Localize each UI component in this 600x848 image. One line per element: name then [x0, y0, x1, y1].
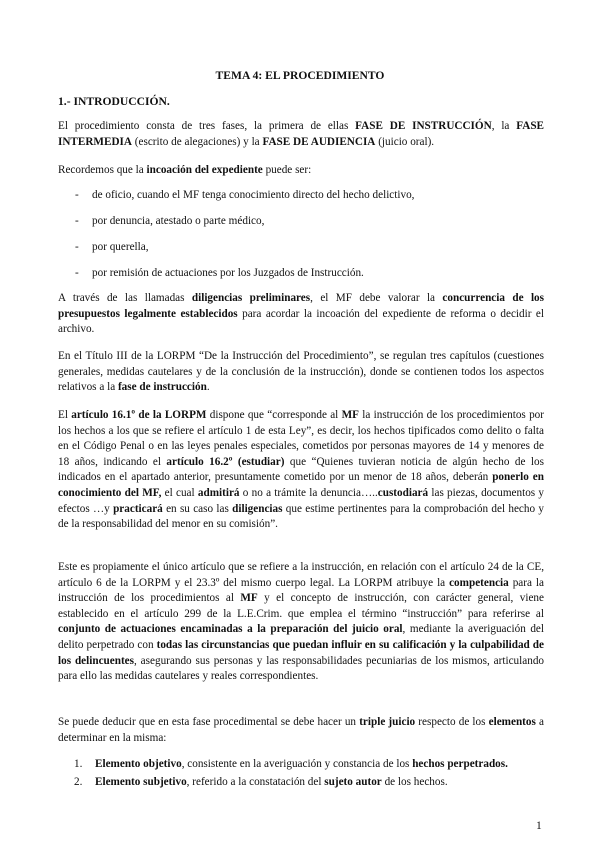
text-run: para la instrucción de los procedimientos al	[58, 576, 544, 605]
text-run: en su caso las	[162, 502, 233, 515]
bold-text: MF	[341, 409, 359, 421]
page-title: TEMA 4: EL PROCEDIMIENTO	[215, 69, 385, 82]
bold-text: fase de instrucción	[117, 381, 207, 394]
list-item: 2. Elemento subjetivo, referido a la constatación del sujeto autor de los hechos.	[74, 776, 448, 788]
text-run: A través de las llamadas	[58, 292, 192, 304]
bold-text: artículo 16.2º (estudiar)	[166, 455, 285, 468]
text-run: Recordemos que la	[58, 164, 147, 176]
text-run: , asegurando sus personas y las responsabilidades pecuniarias de los mismos, articulando para ello las medidas cautelares y reales correspondientes.	[58, 654, 545, 683]
dash-marker: -	[75, 267, 79, 279]
text-run: que estime pertinentes para la comprobación del hecho y de la responsabilidad del menor en su comisión”.	[58, 502, 544, 531]
text-run: El procedimiento consta de tres fases, la primera de ellas	[58, 120, 356, 132]
paragraph-triple-juicio	[58, 715, 544, 746]
text-run: de los hechos.	[381, 776, 448, 788]
bold-text: competencia	[449, 576, 509, 589]
text-run: dispone que “corresponde al	[206, 409, 342, 421]
bold-text: custodiará	[377, 486, 429, 499]
text-run: la instrucción de los procedimientos por los hechos a los que se refiere el artículo 1 de esta Ley”, es decir, los hechos tipificados como delito o falta en el Código Penal o en las leyes penales especiales, cometidos por personas mayores de 14 y menores de 18 años, indicando el	[58, 409, 544, 468]
dash-marker: -	[75, 215, 79, 227]
text-run: a determinar en la misma:	[58, 716, 544, 744]
bold-text: FASE INTERMEDIA	[58, 120, 545, 148]
list-item: 1. Elemento objetivo, consistente en la averiguación y constancia de los hechos perpetrados.	[74, 758, 508, 770]
incoacion-list	[58, 188, 544, 292]
bold-text: conjunto de actuaciones encaminadas a la preparación del juicio oral	[58, 623, 403, 636]
text-run: El	[58, 409, 72, 421]
list-item: - por denuncia, atestado o parte médico,	[58, 214, 544, 240]
bold-text: diligencias	[232, 502, 283, 515]
paragraph-competencia	[58, 560, 544, 685]
text-run: , consistente en la averiguación y constancia de los	[181, 758, 413, 770]
bold-text: diligencias preliminares	[191, 292, 311, 304]
text-run: el cual	[161, 486, 198, 499]
text-run: (juicio oral).	[375, 135, 435, 148]
paragraph-articulo-16	[58, 408, 544, 533]
bold-text: elementos	[488, 716, 536, 728]
text-run: que “Quienes tuvieran noticia de algún hecho de los indicados en el apartado anterior, presuntamente cometido por un menor de 18 años, deberán	[58, 455, 544, 484]
bold-text: Elemento objetivo	[95, 758, 182, 770]
text-run: En el Título III de la LORPM “De la Instrucción del Procedimiento”, se regulan tres capítulos (cuestiones generales, medidas cautelares y de la conclusión de la instrucción), donde se contienen todos los aspectos relativos a la	[58, 350, 544, 394]
bold-text: ponerlo en conocimiento del MF,	[58, 471, 544, 499]
bold-text: triple juicio	[359, 716, 416, 728]
text-run: y el concepto de instrucción, con carácter general, viene establecido en el artículo 299 de la L.E.Crim. que emplea el término “instrucción” para referirse al	[58, 592, 544, 620]
bold-text: todas las circunstancias que puedan influir en su calificación y la culpabilidad de los delincuentes	[58, 638, 544, 667]
text-run: Este es propiamente el único artículo que se refiere a la instrucción, en relación con el artículo 24 de la CE, artículo 6 de la LORPM y el 23.3º del mismo cuerpo legal. La LORPM atribuye la	[58, 561, 544, 589]
text-run: .	[206, 381, 210, 394]
paragraph-phases	[58, 119, 544, 150]
bold-text: FASE DE INSTRUCCIÓN	[355, 120, 492, 132]
dash-marker: -	[75, 241, 79, 253]
bold-text: Elemento subjetivo	[95, 776, 187, 788]
text-run: , el MF debe valorar la	[310, 292, 443, 304]
bold-text: admitirá	[197, 486, 240, 499]
bold-text: practicará	[113, 502, 163, 515]
text-run: (escrito de alegaciones) y la	[131, 135, 263, 148]
bold-text: hechos perpetrados.	[412, 758, 508, 770]
text-run: puede ser:	[262, 164, 312, 176]
bold-text: concurrencia de los presupuestos legalmente establecidos	[58, 292, 545, 320]
section-heading: 1.- INTRODUCCIÓN.	[58, 95, 170, 108]
text-run: , mediante la averiguación del delito perpetrado con	[58, 623, 544, 651]
text-run: o no a trámite la denuncia…..	[239, 486, 378, 499]
text-run: para acordar la incoación del expediente de reforma o decidir el archivo.	[58, 307, 544, 336]
elements-list	[58, 757, 544, 793]
text-run: Se puede deducir que en esta fase procedimental se debe hacer un	[58, 716, 360, 728]
list-item: - por querella,	[58, 240, 544, 266]
page-number: 1	[536, 819, 542, 832]
text-run: , la	[491, 120, 517, 132]
paragraph-diligencias	[58, 291, 544, 338]
list-item: - por remisión de actuaciones por los Juzgados de Instrucción.	[58, 266, 544, 292]
text-run: las piezas, documentos y efectos …y	[58, 486, 544, 515]
list-item: - de oficio, cuando el MF tenga conocimiento directo del hecho delictivo,	[58, 188, 544, 214]
paragraph-incoacion	[58, 163, 544, 179]
bold-text: artículo 16.1º de la LORPM	[71, 409, 207, 421]
bold-text: sujeto autor	[324, 776, 382, 788]
bold-text: incoación del expediente	[146, 164, 263, 176]
bold-text: MF	[240, 592, 258, 605]
dash-marker: -	[75, 189, 79, 201]
text-run: , referido a la constatación del	[186, 776, 325, 788]
bold-text: FASE DE AUDIENCIA	[262, 135, 376, 148]
text-run: respecto de los	[415, 716, 489, 728]
paragraph-titulo-iii	[58, 349, 544, 396]
